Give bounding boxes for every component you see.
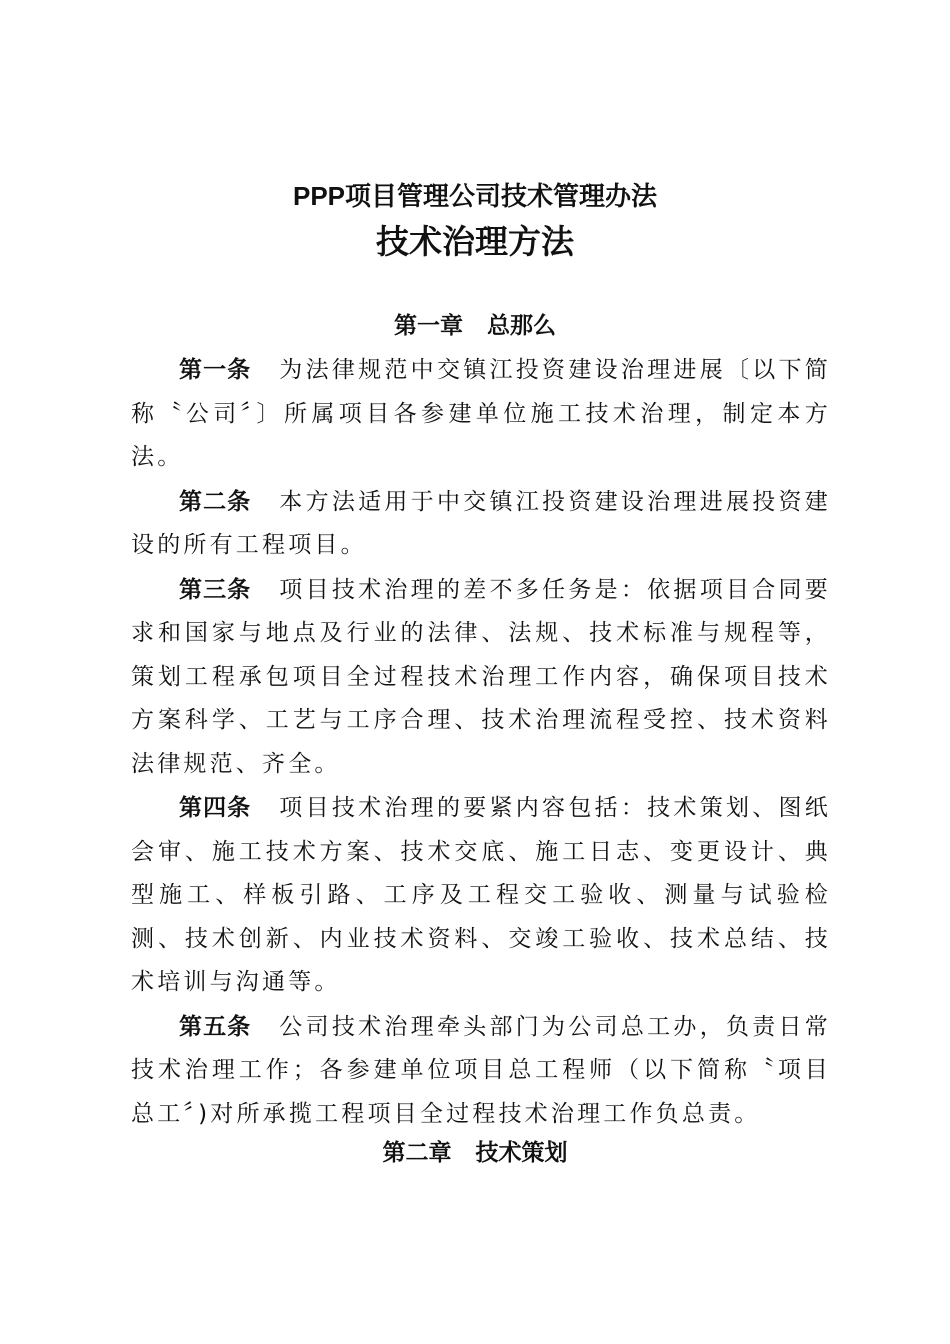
article-label: 第一条 [179,356,252,383]
article-text: 为法律规范中交镇江投资建设治理进展〔以下简称〝公司〞〕所属项目各参建单位施工技术治理，制定本方法。 [131,357,832,470]
article-label: 第三条 [179,575,252,603]
chapter-heading [0,1137,950,1169]
document-subtitle: 技术治理方法 [376,222,574,261]
chapter-body [131,348,831,1136]
chapter-label: 第二章 [382,1139,452,1166]
article-paragraph [131,480,831,568]
chapter-heading [0,310,950,342]
article-text: 本方法适用于中交镇江投资建设治理进展投资建设的所有工程项目。 [131,488,832,558]
chapter-name: 技术策划 [475,1139,568,1166]
article-label: 第五条 [179,1012,252,1040]
article-paragraph [131,568,831,787]
chapter-name: 总那么 [487,312,556,339]
article-paragraph [131,786,831,1005]
article-paragraph [131,348,831,480]
chapter-label: 第一章 [394,312,463,339]
article-label: 第二条 [179,487,252,515]
article-text: 项目技术治理的要紧内容包括：技术策划、图纸会审、施工技术方案、技术交底、施工日志、变更设计、典型施工、样板引路、工序及工程交工验收、测量与试验检测、技术创新、内业技术资料、交竣工验收、技术总结、技术培训与沟通等。 [131,795,832,995]
document-title: PPP项目管理公司技术管理办法 [292,181,658,211]
article-paragraph [131,1005,831,1137]
article-text: 项目技术治理的差不多任务是：依据项目合同要求和国家与地点及行业的法律、法规、技术标准与规程等，策划工程承包项目全过程技术治理工作内容，确保项目技术方案科学、工艺与工序合理、技术治理流程受控、技术资料法律规范、齐全。 [131,576,832,777]
article-label: 第四条 [179,794,252,821]
article-text: 公司技术治理牵头部门为公司总工办，负责日常技术治理工作；各参建单位项目总工程师（以下简称〝项目总工〞)对所承揽工程项目全过程技术治理工作负总责。 [131,1013,832,1127]
